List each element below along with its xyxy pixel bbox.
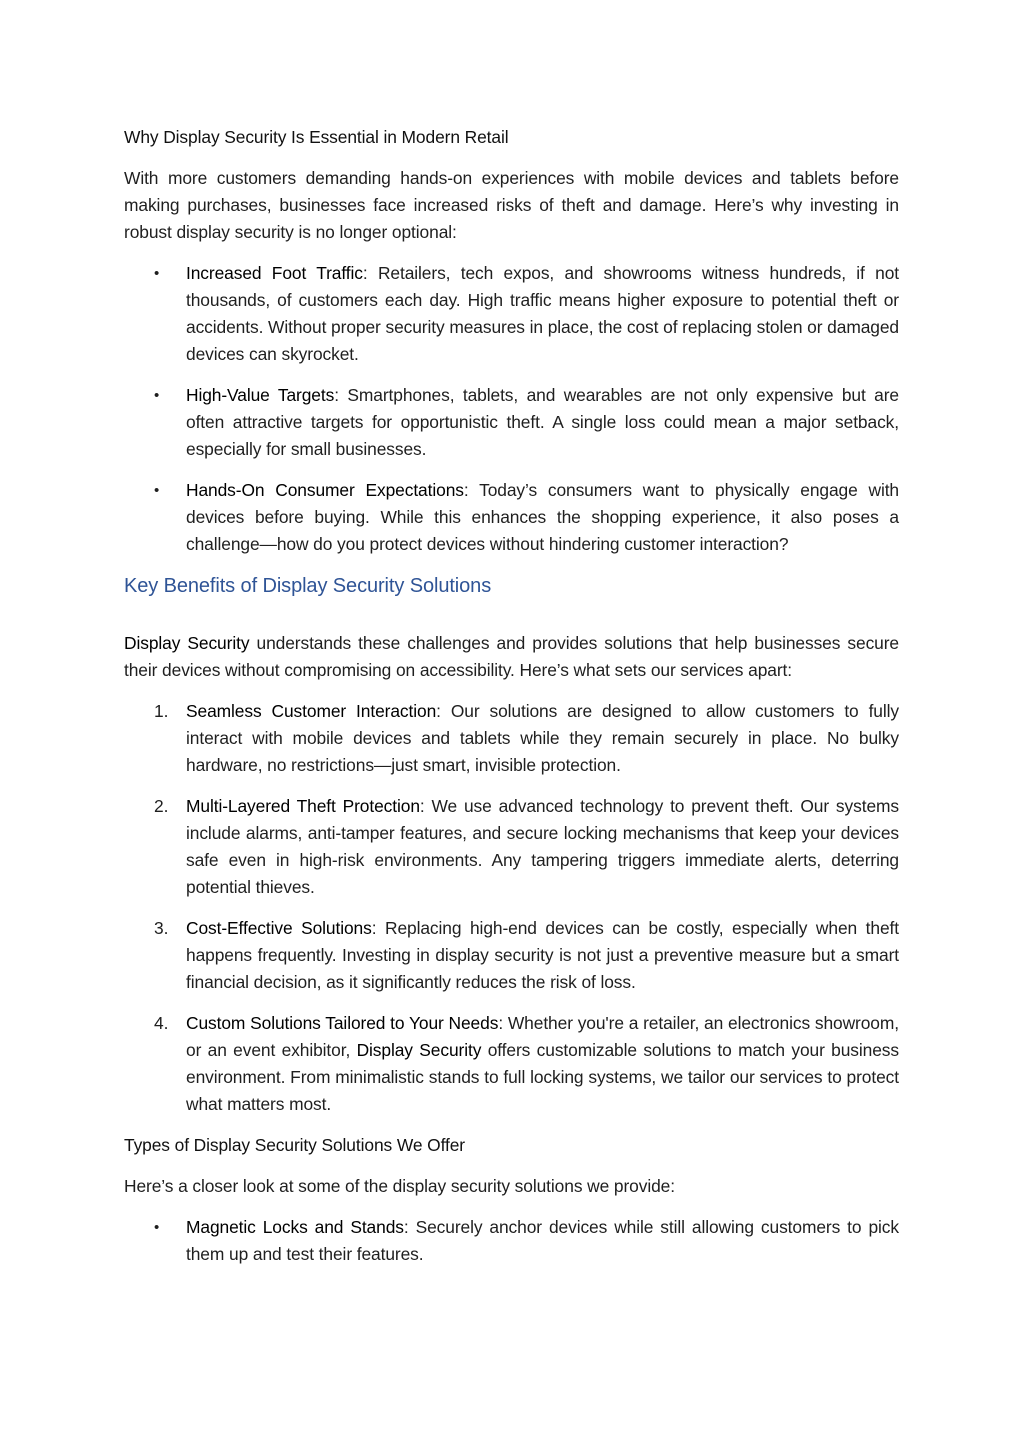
list-item-text: : Whether you're a retailer, an electronics showroom, or an event exhibitor, xyxy=(186,1013,899,1060)
list-item-term: Seamless Customer Interaction xyxy=(186,701,437,721)
list-item-number: 4. xyxy=(154,1013,169,1033)
bullet-list-types xyxy=(124,1214,899,1268)
list-item-number: 3. xyxy=(154,918,169,938)
list-item xyxy=(124,915,899,996)
list-item-text: : Retailers, tech expos, and showrooms witness hundreds, if not thousands, of customers each day. High traffic means higher exposure to potential theft or accidents. Without proper security measures in place, the cost of replacing stolen or damaged devices can skyrocket. xyxy=(186,263,899,364)
list-item-term: Custom Solutions Tailored to Your Needs xyxy=(186,1013,499,1033)
inline-term: Display Security xyxy=(356,1040,482,1060)
section-intro-types: Here’s a closer look at some of the display security solutions we provide: xyxy=(124,1176,675,1196)
list-item-text: : Our solutions are designed to allow customers to fully interact with mobile devices and tablets while they remain securely in place. No bulky hardware, no restrictions—just smart, invisible protection. xyxy=(186,701,900,775)
list-item xyxy=(124,1214,899,1268)
list-item-text: : Replacing high-end devices can be costly, especially when theft happens frequently. Investing in display security is not just a preventive measure but a smart financial decision, as it significantly reduces the risk of loss. xyxy=(186,918,899,992)
bullet-icon: • xyxy=(154,265,160,282)
list-item-term: Multi-Layered Theft Protection xyxy=(186,796,420,816)
list-item xyxy=(124,382,899,463)
list-item-text: : Smartphones, tablets, and wearables are not only expensive but are often attractive targets for opportunistic theft. A single loss could mean a major setback, especially for small businesses. xyxy=(186,385,899,459)
section-intro-benefits xyxy=(124,630,899,684)
bullet-icon: • xyxy=(154,482,160,499)
list-item-text: offers customizable solutions to match your business environment. From minimalistic stands to full locking systems, we tailor our services to protect what matters most. xyxy=(186,1040,899,1114)
list-item xyxy=(124,477,899,558)
bullet-icon: • xyxy=(154,1219,160,1236)
section-intro-why: With more customers demanding hands-on experiences with mobile devices and tablets before making purchases, businesses face increased risks of theft and damage. Here’s why investing in robust display security is no longer optional: xyxy=(124,168,899,242)
section-heading-why: Why Display Security Is Essential in Modern Retail xyxy=(124,127,509,147)
list-item xyxy=(124,793,899,901)
list-item-text: : We use advanced technology to prevent theft. Our systems include alarms, anti-tamper features, and secure locking mechanisms that keep your devices safe even in high-risk environments. Any tampering triggers immediate alerts, deterring potential thieves. xyxy=(186,796,899,897)
list-item-term: High-Value Targets xyxy=(186,385,335,405)
list-item-number: 1. xyxy=(154,701,169,721)
bullet-list-reasons xyxy=(124,260,899,558)
section-heading-types: Types of Display Security Solutions We Offer xyxy=(124,1135,465,1155)
list-item xyxy=(124,1010,899,1118)
list-item-text: : Securely anchor devices while still allowing customers to pick them up and test their features. xyxy=(186,1217,899,1264)
list-item-term: Magnetic Locks and Stands xyxy=(186,1217,404,1237)
list-item xyxy=(124,698,899,779)
list-item-text: : Today’s consumers want to physically engage with devices before buying. While this enhances the shopping experience, it also poses a challenge—how do you protect devices without hindering customer interaction? xyxy=(186,480,900,554)
document-page xyxy=(124,124,899,1282)
intro-text: understands these challenges and provides solutions that help businesses secure their devices without compromising on accessibility. Here’s what sets our services apart: xyxy=(124,633,900,680)
list-item-term: Increased Foot Traffic xyxy=(186,263,363,283)
bullet-icon: • xyxy=(154,387,160,404)
section-heading-benefits: Key Benefits of Display Security Solutions xyxy=(124,575,492,597)
list-item-term: Cost-Effective Solutions xyxy=(186,918,372,938)
list-item-number: 2. xyxy=(154,796,169,816)
numbered-list-benefits xyxy=(124,698,899,1118)
list-item xyxy=(124,260,899,368)
list-item-term: Hands-On Consumer Expectations xyxy=(186,480,464,500)
intro-term: Display Security xyxy=(124,633,250,653)
